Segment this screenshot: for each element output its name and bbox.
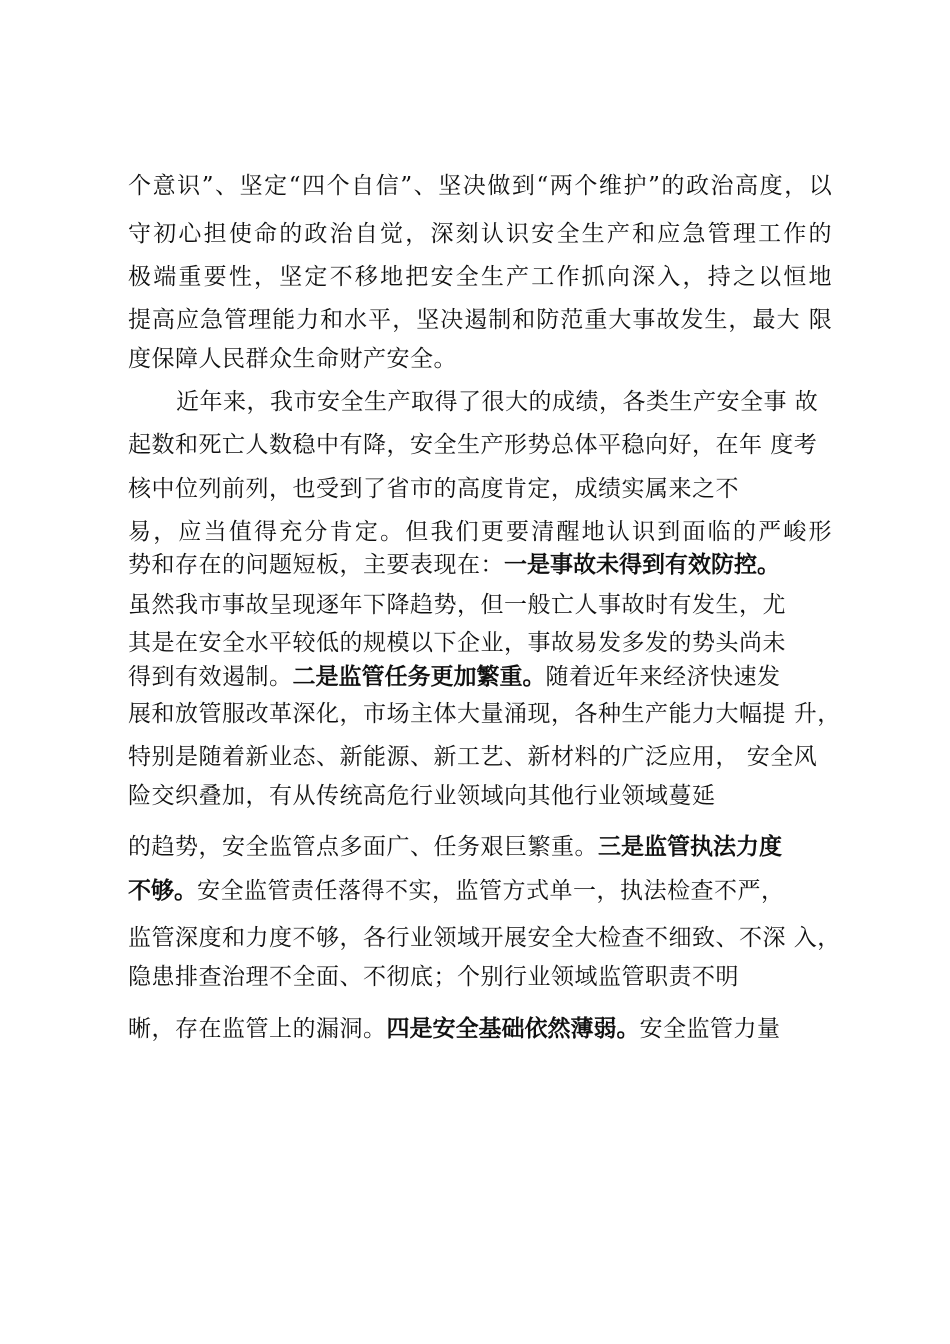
text-run: 势和存在的问题短板，主要表现在： [128,552,504,578]
text-line [128,517,834,547]
text-line [128,628,786,658]
key-point-heading: 三是监管执法力度 [598,834,782,860]
text-run: 展和放管服改革深化，市场主体大量涌现，各种生产能力大幅提 升， [128,701,841,727]
text-run: 度保障人民群众生命财产安全。 [128,346,457,372]
text-run: 提高应急管理能力和水平，坚决遏制和防范重大事故发生，最大 限 [128,307,833,333]
text-run: 随着近年来经济快速发 [545,664,781,690]
text-run: 险交织叠加，有从传统高危行业领域向其他行业领域蔓延 [128,783,716,809]
text-line [128,876,785,906]
text-line [128,662,781,692]
text-run: 个意识”、坚定“四个自信”、坚决做到“两个维护”的政治高度，以 [128,173,834,199]
text-run: 核中位列前列，也受到了省市的高度肯定，成绩实属来之不 [128,476,739,502]
key-point-heading: 一是事故未得到有效防控。 [504,552,780,578]
text-line [128,171,833,201]
text-line [128,474,739,504]
text-line [128,1014,781,1044]
text-run: 监管深度和力度不够，各行业领域开展安全大检查不细致、不深 入， [128,925,841,951]
text-run: 的趋势，安全监管点多面广、任务艰巨繁重。 [128,834,598,860]
text-run: 得到有效遏制。 [128,664,293,690]
key-point-heading: 二是监管任务更加繁重。 [292,664,546,690]
text-line [128,550,780,580]
text-run: 易，应当值得充分肯定。但我们更要清醒地认识到面临的严峻形 [128,519,834,545]
text-line [128,742,817,772]
text-run: 安全监管力量 [639,1016,781,1042]
text-line [128,344,457,374]
text-run: 守初心担使命的政治自觉，深刻认识安全生产和应急管理工作的 [128,221,834,247]
text-line [128,962,739,992]
text-line [128,923,841,953]
text-line [128,832,782,862]
text-line [128,219,834,249]
text-run: 其是在安全水平较低的规模以下企业，事故易发多发的势头尚未 [128,630,786,656]
text-run: 隐患排查治理不全面、不彻底；个别行业领域监管职责不明 [128,964,739,990]
text-run: 虽然我市事故呈现逐年下降趋势，但一般亡人事故时有发生，尤 [128,592,786,618]
text-line [128,305,833,335]
text-line [128,781,716,811]
text-line [128,262,834,292]
text-line [128,699,841,729]
text-run: 晰，存在监管上的漏洞。 [128,1016,387,1042]
text-run: 起数和死亡人数稳中有降，安全生产形势总体平稳向好，在年 度考 [128,432,818,458]
text-run: 极端重要性，坚定不移地把安全生产工作抓向深入，持之以恒地 [128,264,834,290]
key-point-heading: 不够。 [128,878,197,904]
text-run: 近年来，我市安全生产取得了很大的成绩，各类生产安全事 故 [176,389,819,415]
key-point-heading: 四是安全基础依然薄弱。 [386,1016,640,1042]
text-run: 特别是随着新业态、新能源、新工艺、新材料的广泛应用， 安全风 [128,744,818,770]
text-line [128,590,786,620]
paragraph-start-line [176,387,818,417]
text-line [128,430,817,460]
text-run: 安全监管责任落得不实，监管方式单一，执法检查不严， [197,878,785,904]
